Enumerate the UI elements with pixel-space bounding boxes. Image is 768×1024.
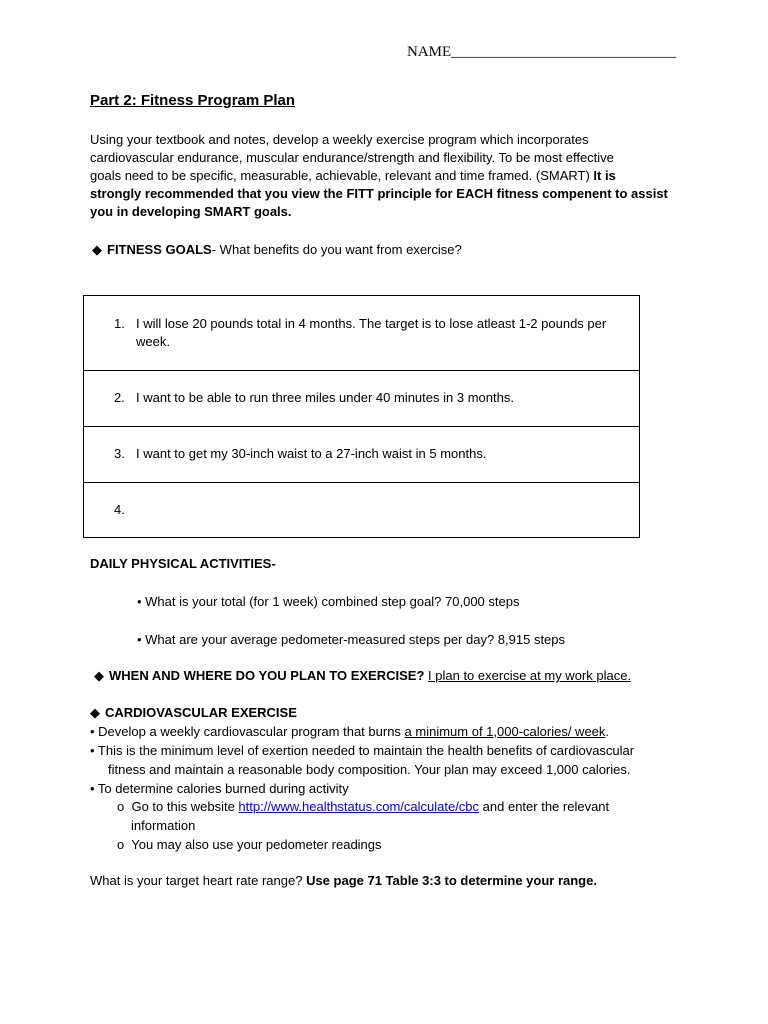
- cardio-heading-label: CARDIOVASCULAR EXERCISE: [105, 705, 297, 720]
- goal-number: 2.: [114, 390, 125, 405]
- fitness-goals-label: FITNESS GOALS: [107, 242, 212, 257]
- when-where-section: [94, 667, 631, 685]
- healthstatus-link[interactable]: http://www.healthstatus.com/calculate/cbc: [238, 799, 480, 814]
- fitness-goals-heading: [92, 241, 462, 259]
- intro-line-5: you in developing SMART goals.: [90, 204, 292, 219]
- daily-activities-heading: DAILY PHYSICAL ACTIVITIES-: [90, 556, 276, 571]
- cardio-bullet-1: [90, 723, 609, 741]
- cardio-sub-bullet-1-end: and enter the relevant: [479, 799, 610, 814]
- cardio-heading: [90, 704, 297, 722]
- diamond-bullet-icon: ◆: [92, 242, 102, 257]
- heart-rate-instruction: Use page 71 Table 3:3 to determine your range.: [306, 873, 597, 888]
- goal-text[interactable]: I will lose 20 pounds total in 4 months. The target is to lose atleast 1-2 pounds per week.: [136, 316, 607, 349]
- goals-table: [83, 295, 640, 538]
- goal-number: 1.: [114, 316, 125, 331]
- goal-number: 4.: [114, 502, 125, 517]
- cardio-sub-bullet-2-text: You may also use your pedometer readings: [131, 837, 382, 852]
- intro-line-3-text: goals need to be specific, measurable, achievable, relevant and time framed. (SMART): [90, 168, 594, 183]
- intro-line-2: cardiovascular endurance, muscular endurance/strength and flexibility. To be most effective: [90, 150, 614, 165]
- goal-row-3: [84, 427, 639, 483]
- heart-rate-question: [90, 872, 597, 890]
- intro-line-3-bold: It is: [593, 168, 616, 183]
- diamond-bullet-icon: ◆: [94, 668, 104, 683]
- goal-row-4: [84, 483, 639, 537]
- intro-paragraph: [90, 131, 690, 221]
- cardio-bullet-2-line-1: • This is the minimum level of exertion needed to maintain the health benefits of cardiovascular: [90, 743, 635, 758]
- goal-text[interactable]: I want to be able to run three miles under 40 minutes in 3 months.: [136, 390, 514, 405]
- cardio-sub-bullet-1: [117, 798, 609, 816]
- sub-bullet-marker: o: [117, 837, 125, 852]
- name-field-label: NAME______________________________: [407, 44, 677, 60]
- cardio-calorie-minimum: a minimum of 1,000-calories/ week: [404, 724, 606, 739]
- heart-rate-question-text: What is your target heart rate range?: [90, 873, 307, 888]
- intro-line-3: [90, 167, 690, 185]
- cardio-sub-bullet-1-text: Go to this website: [131, 799, 239, 814]
- page-title: Part 2: Fitness Program Plan: [90, 92, 296, 109]
- cardio-bullet-1-end: .: [605, 724, 610, 739]
- cardio-bullet-1-text: • Develop a weekly cardiovascular program that burns: [90, 724, 405, 739]
- goal-row-2: [84, 371, 639, 427]
- intro-line-1: Using your textbook and notes, develop a weekly exercise program which incorporates: [90, 132, 589, 147]
- sub-bullet-marker: o: [117, 799, 125, 814]
- when-where-question: WHEN AND WHERE DO YOU PLAN TO EXERCISE?: [109, 668, 425, 683]
- fitness-goals-question: - What benefits do you want from exercise?: [211, 242, 462, 257]
- pedometer-question: • What are your average pedometer-measured steps per day? 8,915 steps: [137, 632, 566, 647]
- step-goal-question: • What is your total (for 1 week) combined step goal? 70,000 steps: [137, 594, 520, 609]
- when-where-answer[interactable]: I plan to exercise at my work place.: [428, 668, 632, 683]
- intro-line-4: strongly recommended that you view the FITT principle for EACH fitness compenent to assist: [90, 186, 668, 201]
- cardio-bullet-2-line-2: fitness and maintain a reasonable body composition. Your plan may exceed 1,000 calories.: [108, 762, 631, 777]
- diamond-bullet-icon: ◆: [90, 705, 100, 720]
- goal-text[interactable]: I want to get my 30-inch waist to a 27-inch waist in 5 months.: [136, 446, 487, 461]
- goal-row-1: [84, 296, 639, 371]
- cardio-sub-bullet-1-line-2: information: [131, 818, 196, 833]
- cardio-sub-bullet-2: [117, 836, 382, 854]
- goal-number: 3.: [114, 446, 125, 461]
- cardio-bullet-3: • To determine calories burned during activity: [90, 781, 349, 796]
